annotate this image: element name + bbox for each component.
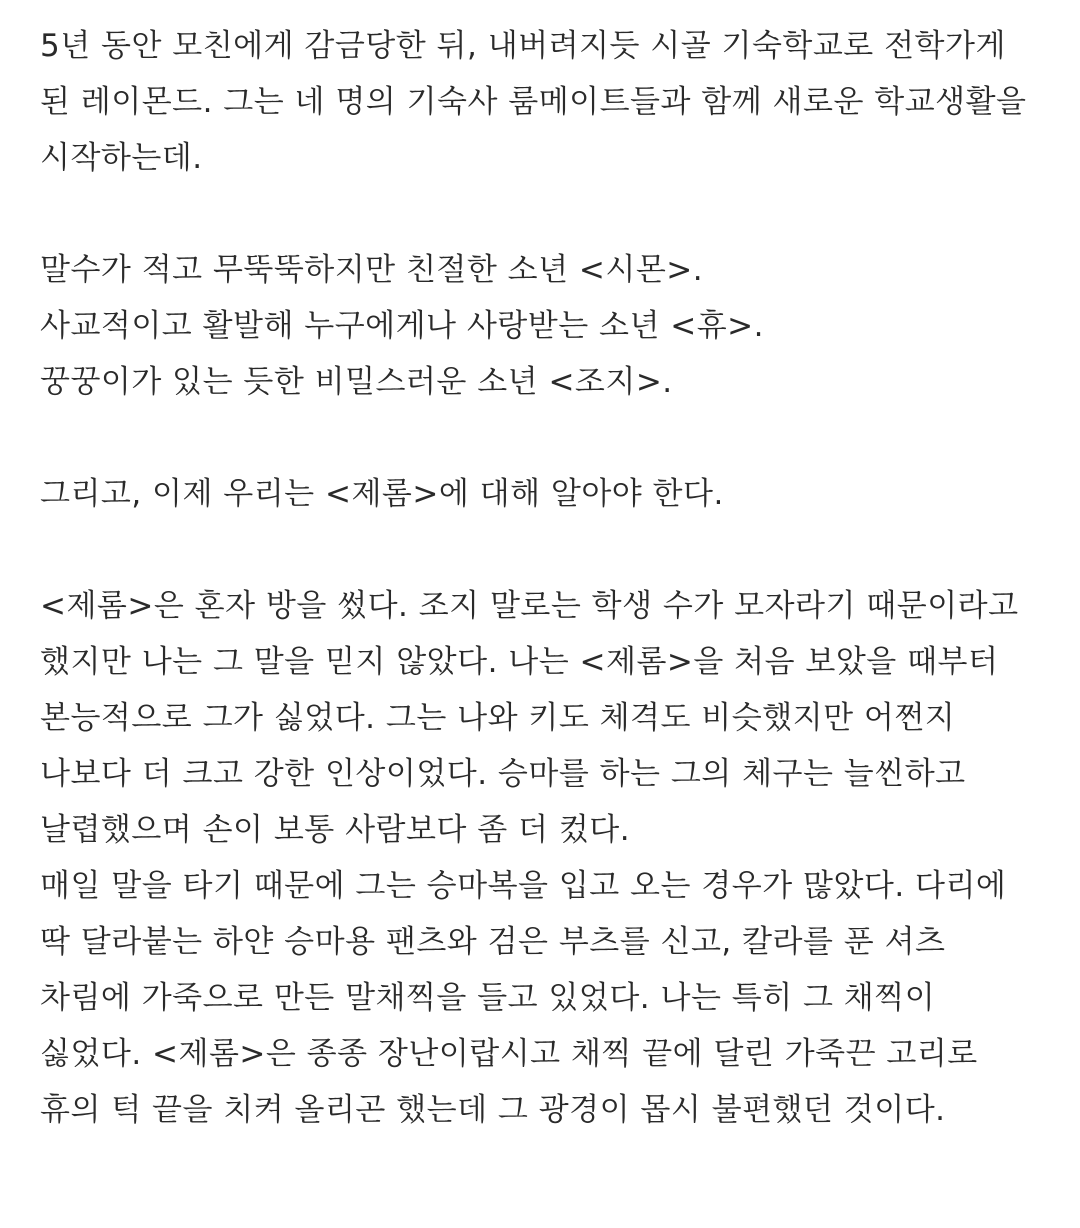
character-hugh-line: 사교적이고 활발해 누구에게나 사랑받는 소년 <휴>. xyxy=(40,308,764,344)
intro-paragraph xyxy=(40,18,1060,186)
characters-paragraph xyxy=(40,242,1060,410)
text-line: 했지만 나는 그 말을 믿지 않았다. 나는 <제롬>을 처음 보았을 때부터 xyxy=(40,644,999,680)
text-line: <제롬>은 혼자 방을 썼다. 조지 말로는 학생 수가 모자라기 때문이라고 xyxy=(40,588,1019,624)
text-line: 딱 달라붙는 하얀 승마용 팬츠와 검은 부츠를 신고, 칼라를 푼 셔츠 xyxy=(40,924,946,960)
text-line: 5년 동안 모친에게 감금당한 뒤, 내버려지듯 시골 기숙학교로 전학가게 xyxy=(40,28,1006,64)
text-line: 그리고, 이제 우리는 <제롬>에 대해 알아야 한다. xyxy=(40,476,724,512)
text-line: 본능적으로 그가 싫었다. 그는 나와 키도 체격도 비슷했지만 어쩐지 xyxy=(40,700,956,736)
text-line: 시작하는데. xyxy=(40,140,203,176)
text-line: 싫었다. <제롬>은 종종 장난이랍시고 채찍 끝에 달린 가죽끈 고리로 xyxy=(40,1036,978,1072)
text-line: 휴의 턱 끝을 치켜 올리곤 했는데 그 광경이 몹시 불편했던 것이다. xyxy=(40,1092,946,1128)
text-line: 차림에 가죽으로 만든 말채찍을 들고 있었다. 나는 특히 그 채찍이 xyxy=(40,980,936,1016)
character-simon-line: 말수가 적고 무뚝뚝하지만 친절한 소년 <시몬>. xyxy=(40,252,704,288)
document-body xyxy=(40,18,1060,1138)
jerome-description-paragraph xyxy=(40,578,1060,1138)
text-line: 날렵했으며 손이 보통 사람보다 좀 더 컸다. xyxy=(40,812,631,848)
text-line: 나보다 더 크고 강한 인상이었다. 승마를 하는 그의 체구는 늘씬하고 xyxy=(40,756,966,792)
text-line: 된 레이몬드. 그는 네 명의 기숙사 룸메이트들과 함께 새로운 학교생활을 xyxy=(40,84,1027,120)
character-george-line: 꿍꿍이가 있는 듯한 비밀스러운 소년 <조지>. xyxy=(40,364,673,400)
text-line: 매일 말을 타기 때문에 그는 승마복을 입고 오는 경우가 많았다. 다리에 xyxy=(40,868,1007,904)
jerome-intro-paragraph xyxy=(40,466,1060,522)
